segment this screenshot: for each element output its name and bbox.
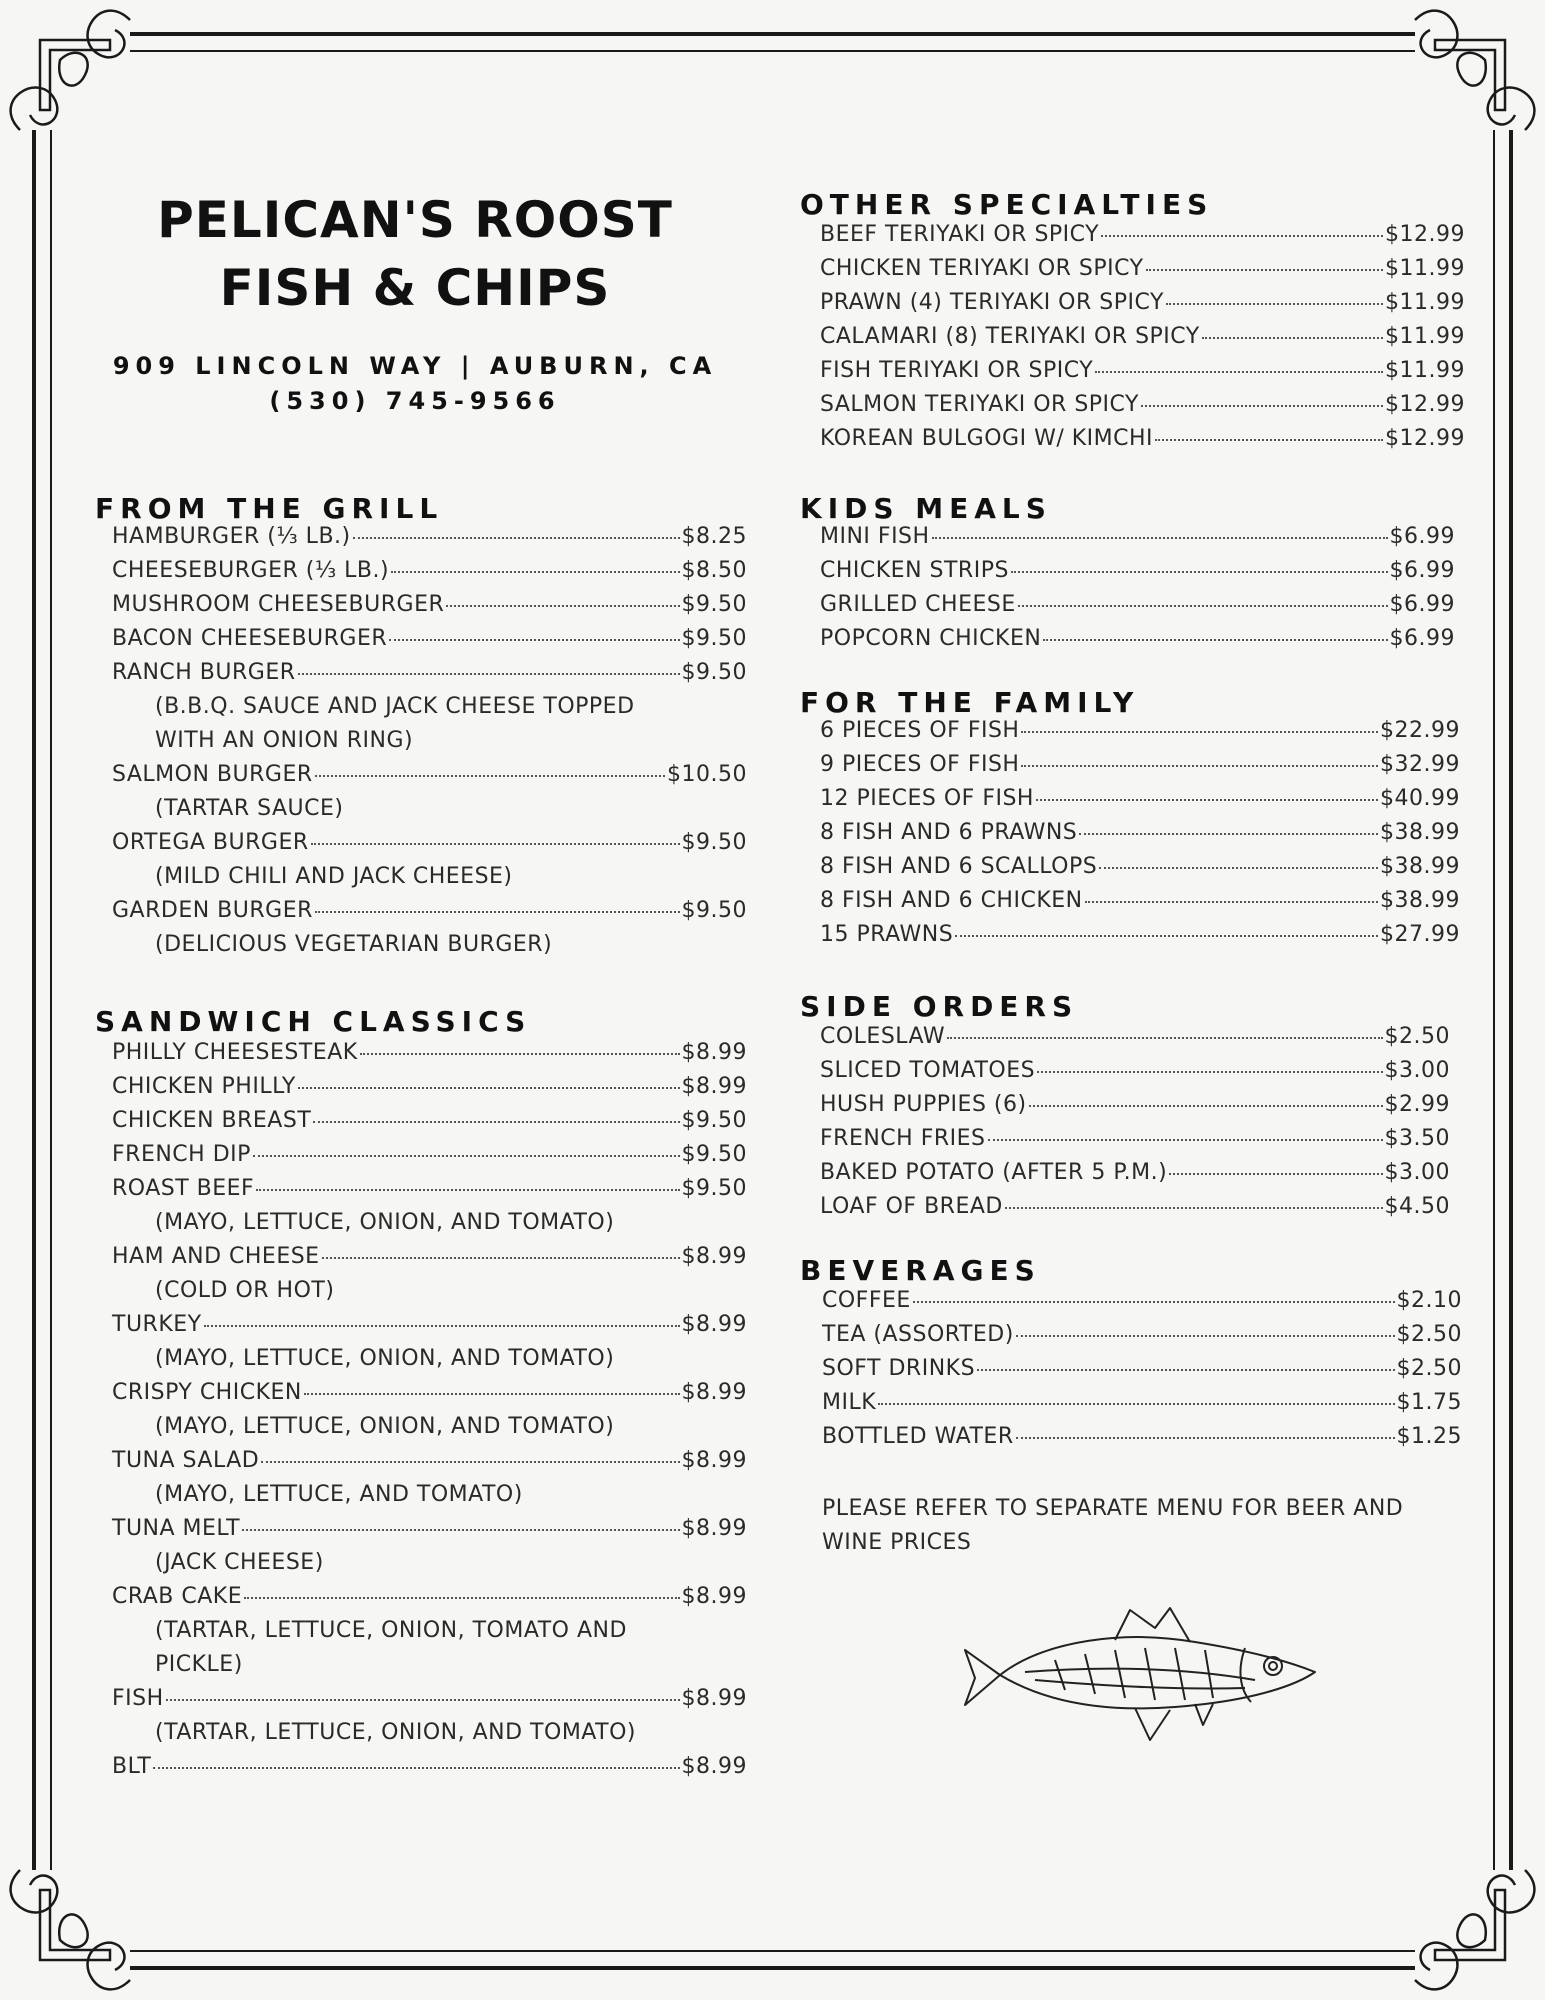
leader-dots [298,672,680,675]
menu-item [822,1288,1462,1322]
item-name: 8 FISH AND 6 CHICKEN [820,888,1083,913]
frame-bottom-line-outer [130,1966,1415,1970]
leader-dots [1099,866,1378,869]
leader-dots [1169,1172,1382,1175]
item-price: $32.99 [1380,752,1460,777]
kids-heading: KIDS MEALS [800,492,1052,525]
item-price: $8.25 [681,524,747,549]
leader-dots [389,638,679,641]
frame-left-line-inner [50,130,52,1870]
menu-item [822,1356,1462,1390]
item-price: $11.99 [1385,324,1465,349]
item-price: $8.99 [681,1754,747,1779]
item-name: FRENCH DIP [112,1142,251,1167]
leader-dots [1079,832,1378,835]
menu-item [820,854,1460,888]
item-description: (MAYO, LETTUCE, ONION, AND TOMATO) [155,1346,615,1371]
menu-item [820,626,1455,660]
item-price: $6.99 [1389,626,1455,651]
menu-item [112,592,747,626]
item-name: COLESLAW [820,1024,946,1049]
item-name: POPCORN CHICKEN [820,626,1042,651]
menu-item [112,1380,747,1414]
item-price: $27.99 [1380,922,1460,947]
menu-item [822,1390,1462,1424]
item-name: CHICKEN TERIYAKI OR SPICY [820,256,1144,281]
item-name: FISH TERIYAKI OR SPICY [820,358,1094,383]
menu-item [112,1448,747,1482]
frame-top-line-outer [130,32,1415,36]
frame-left-line-outer [32,130,36,1870]
leader-dots [256,1188,679,1191]
menu-item [112,1584,747,1618]
item-price: $38.99 [1380,854,1460,879]
leader-dots [913,1300,1395,1303]
menu-item [822,1322,1462,1356]
menu-item [820,358,1465,392]
sandwiches-heading: SANDWICH CLASSICS [95,1005,532,1038]
item-price: $6.99 [1389,592,1455,617]
leader-dots [1016,1436,1395,1439]
menu-item [112,1040,747,1074]
item-price: $12.99 [1385,426,1465,451]
menu-item [820,752,1460,786]
item-name: HAMBURGER (⅓ LB.) [112,524,351,549]
item-price: $8.99 [681,1244,747,1269]
item-price: $6.99 [1389,558,1455,583]
leader-dots [360,1052,680,1055]
leader-dots [242,1528,679,1531]
corner-ornament-top-right [1395,0,1545,150]
item-price: $8.99 [681,1040,747,1065]
item-name: 6 PIECES OF FISH [820,718,1020,743]
item-description: (TARTAR, LETTUCE, ONION, AND TOMATO) [155,1720,636,1745]
menu-item [820,592,1455,626]
menu-item [820,1058,1450,1092]
menu-item [112,1074,747,1108]
item-price: $11.99 [1385,290,1465,315]
leader-dots [988,1138,1383,1141]
item-price: $8.99 [681,1584,747,1609]
item-description: (TARTAR SAUCE) [155,796,344,821]
item-name: BLT [112,1754,152,1779]
item-name: KOREAN BULGOGI W/ KIMCHI [820,426,1154,451]
item-price: $2.50 [1384,1024,1450,1049]
frame-top-line-inner [130,50,1415,52]
menu-item [820,324,1465,358]
item-name: MILK [822,1390,877,1415]
menu-item [820,1194,1450,1228]
item-price: $9.50 [681,592,747,617]
item-name: BOTTLED WATER [822,1424,1014,1449]
item-description: (DELICIOUS VEGETARIAN BURGER) [155,932,553,957]
item-name: 12 PIECES OF FISH [820,786,1034,811]
item-price: $2.10 [1396,1288,1462,1313]
leader-dots [1101,234,1383,237]
corner-ornament-top-left [0,0,150,150]
leader-dots [304,1392,680,1395]
item-price: $12.99 [1385,222,1465,247]
menu-item [820,222,1465,256]
family-heading: FOR THE FAMILY [800,686,1140,719]
leader-dots [261,1460,679,1463]
item-name: TEA (ASSORTED) [822,1322,1014,1347]
item-price: $8.99 [681,1448,747,1473]
menu-item [820,256,1465,290]
menu-item [112,1312,747,1346]
menu-item [820,392,1465,426]
leader-dots [1146,268,1383,271]
restaurant-phone: (530) 745-9566 [269,387,561,415]
item-price: $9.50 [681,830,747,855]
item-description: (MAYO, LETTUCE, ONION, AND TOMATO) [155,1414,615,1439]
item-price: $8.99 [681,1686,747,1711]
leader-dots [311,842,680,845]
item-price: $10.50 [667,762,747,787]
menu-item [820,888,1460,922]
menu-item [820,290,1465,324]
menu-item [112,1754,747,1788]
leader-dots [166,1698,680,1701]
leader-dots [1141,404,1383,407]
item-name: TUNA MELT [112,1516,241,1541]
beer-wine-note: PLEASE REFER TO SEPARATE MENU FOR BEER AND WINE PRICES [822,1496,1404,1555]
menu-item [820,820,1460,854]
menu-item [112,626,747,660]
menu-item [112,830,747,864]
item-name: CHICKEN BREAST [112,1108,312,1133]
leader-dots [1155,438,1383,441]
menu-item [112,1176,747,1210]
item-price: $11.99 [1385,256,1465,281]
leader-dots [932,536,1388,539]
restaurant-address: 909 LINCOLN WAY | AUBURN, CA [112,352,718,380]
item-description: (JACK CHEESE) [155,1550,324,1575]
restaurant-name-line2: FISH & CHIPS [219,259,611,317]
menu-item [820,1024,1450,1058]
menu-item [112,1686,747,1720]
item-name: 9 PIECES OF FISH [820,752,1020,777]
corner-ornament-bottom-right [1395,1850,1545,2000]
item-name: ORTEGA BURGER [112,830,309,855]
item-description: (MAYO, LETTUCE, ONION, AND TOMATO) [155,1210,615,1235]
item-description: (COLD OR HOT) [155,1278,335,1303]
leader-dots [1202,336,1383,339]
leader-dots [955,934,1378,937]
leader-dots [313,1120,679,1123]
corner-ornament-bottom-left [0,1850,150,2000]
frame-bottom-line-inner [130,1950,1415,1952]
item-name: SOFT DRINKS [822,1356,976,1381]
leader-dots [947,1036,1382,1039]
item-price: $9.50 [681,1108,747,1133]
leader-dots [446,604,679,607]
item-price: $8.99 [681,1516,747,1541]
leader-dots [1021,764,1378,767]
leader-dots [1011,570,1388,573]
item-name: 15 PRAWNS [820,922,954,947]
item-name: HAM AND CHEESE [112,1244,320,1269]
item-description: (B.B.Q. SAUCE AND JACK CHEESE TOPPED [155,694,635,719]
item-name: 8 FISH AND 6 PRAWNS [820,820,1078,845]
restaurant-name-line1: PELICAN'S ROOST [157,191,673,249]
item-name: BACON CHEESEBURGER [112,626,388,651]
item-price: $2.99 [1384,1092,1450,1117]
item-name: FISH [112,1686,164,1711]
menu-item [820,1160,1450,1194]
item-price: $9.50 [681,1142,747,1167]
leader-dots [1095,370,1383,373]
item-name: 8 FISH AND 6 SCALLOPS [820,854,1098,879]
menu-item [112,1142,747,1176]
item-price: $3.00 [1384,1058,1450,1083]
menu-item [820,524,1455,558]
menu-item [112,660,747,694]
item-price: $11.99 [1385,358,1465,383]
leader-dots [1037,1070,1382,1073]
menu-item [112,558,747,592]
leader-dots [153,1766,679,1769]
leader-dots [1036,798,1378,801]
item-name: PRAWN (4) TERIYAKI OR SPICY [820,290,1164,315]
item-price: $8.99 [681,1074,747,1099]
item-price: $3.50 [1384,1126,1450,1151]
item-price: $40.99 [1380,786,1460,811]
leader-dots [315,774,665,777]
item-description: (MILD CHILI AND JACK CHEESE) [155,864,513,889]
item-price: $9.50 [681,626,747,651]
item-name: CRISPY CHICKEN [112,1380,302,1405]
item-price: $22.99 [1380,718,1460,743]
leader-dots [1043,638,1387,641]
item-name: ROAST BEEF [112,1176,255,1201]
item-name: FRENCH FRIES [820,1126,986,1151]
item-name: GARDEN BURGER [112,898,313,923]
item-price: $38.99 [1380,820,1460,845]
item-name: SLICED TOMATOES [820,1058,1036,1083]
leader-dots [1016,1334,1395,1337]
item-price: $9.50 [681,660,747,685]
menu-item [820,426,1465,460]
item-price: $8.99 [681,1312,747,1337]
leader-dots [1021,730,1378,733]
item-price: $2.50 [1396,1356,1462,1381]
item-name: CHEESEBURGER (⅓ LB.) [112,558,390,583]
leader-dots [298,1086,680,1089]
leader-dots [1018,604,1388,607]
menu-item [820,718,1460,752]
item-name: SALMON BURGER [112,762,313,787]
item-price: $12.99 [1385,392,1465,417]
leader-dots [353,536,680,539]
beverages-heading: BEVERAGES [800,1254,1041,1287]
item-description: WITH AN ONION RING) [155,728,414,753]
item-price: $1.75 [1396,1390,1462,1415]
item-name: HUSH PUPPIES (6) [820,1092,1027,1117]
item-price: $8.99 [681,1380,747,1405]
item-name: LOAF OF BREAD [820,1194,1003,1219]
item-price: $4.50 [1384,1194,1450,1219]
leader-dots [977,1368,1394,1371]
leader-dots [1005,1206,1383,1209]
item-name: CHICKEN STRIPS [820,558,1009,583]
menu-item [112,1516,747,1550]
item-name: PHILLY CHEESESTEAK [112,1040,358,1065]
item-price: $3.00 [1384,1160,1450,1185]
leader-dots [1085,900,1378,903]
frame-right-line-outer [1509,130,1513,1870]
menu-item [112,762,747,796]
menu-item [112,524,747,558]
leader-dots [1166,302,1383,305]
leader-dots [878,1402,1394,1405]
item-name: GRILLED CHEESE [820,592,1016,617]
item-price: $9.50 [681,1176,747,1201]
item-name: CRAB CAKE [112,1584,243,1609]
item-description: (TARTAR, LETTUCE, ONION, TOMATO AND [155,1618,627,1643]
item-price: $8.50 [681,558,747,583]
item-price: $6.99 [1389,524,1455,549]
leader-dots [391,570,679,573]
item-name: COFFEE [822,1288,911,1313]
item-name: BEEF TERIYAKI OR SPICY [820,222,1100,247]
menu-item [112,1244,747,1278]
leader-dots [1029,1104,1383,1107]
menu-item [820,1126,1450,1160]
frame-right-line-inner [1493,130,1495,1870]
leader-dots [315,910,680,913]
item-name: CHICKEN PHILLY [112,1074,296,1099]
item-name: RANCH BURGER [112,660,296,685]
item-name: BAKED POTATO (AFTER 5 P.M.) [820,1160,1168,1185]
menu-item [112,898,747,932]
leader-dots [253,1154,680,1157]
menu-item [820,922,1460,956]
item-name: CALAMARI (8) TERIYAKI OR SPICY [820,324,1200,349]
menu-item [820,786,1460,820]
item-price: $2.50 [1396,1322,1462,1347]
menu-item [820,1092,1450,1126]
item-name: TUNA SALAD [112,1448,260,1473]
item-price: $9.50 [681,898,747,923]
grill-heading: FROM THE GRILL [95,492,444,525]
menu-item [820,558,1455,592]
item-name: MINI FISH [820,524,930,549]
menu-item [822,1424,1462,1458]
leader-dots [322,1256,680,1259]
item-name: SALMON TERIYAKI OR SPICY [820,392,1139,417]
leader-dots [244,1596,679,1599]
leader-dots [204,1324,680,1327]
item-name: MUSHROOM CHEESEBURGER [112,592,445,617]
item-name: TURKEY [112,1312,202,1337]
fish-illustration [955,1600,1325,1750]
item-description: PICKLE) [155,1652,243,1677]
item-price: $38.99 [1380,888,1460,913]
specialties-heading: OTHER SPECIALTIES [800,188,1214,221]
menu-item [112,1108,747,1142]
item-description: (MAYO, LETTUCE, AND TOMATO) [155,1482,523,1507]
item-price: $1.25 [1396,1424,1462,1449]
sides-heading: SIDE ORDERS [800,990,1079,1023]
